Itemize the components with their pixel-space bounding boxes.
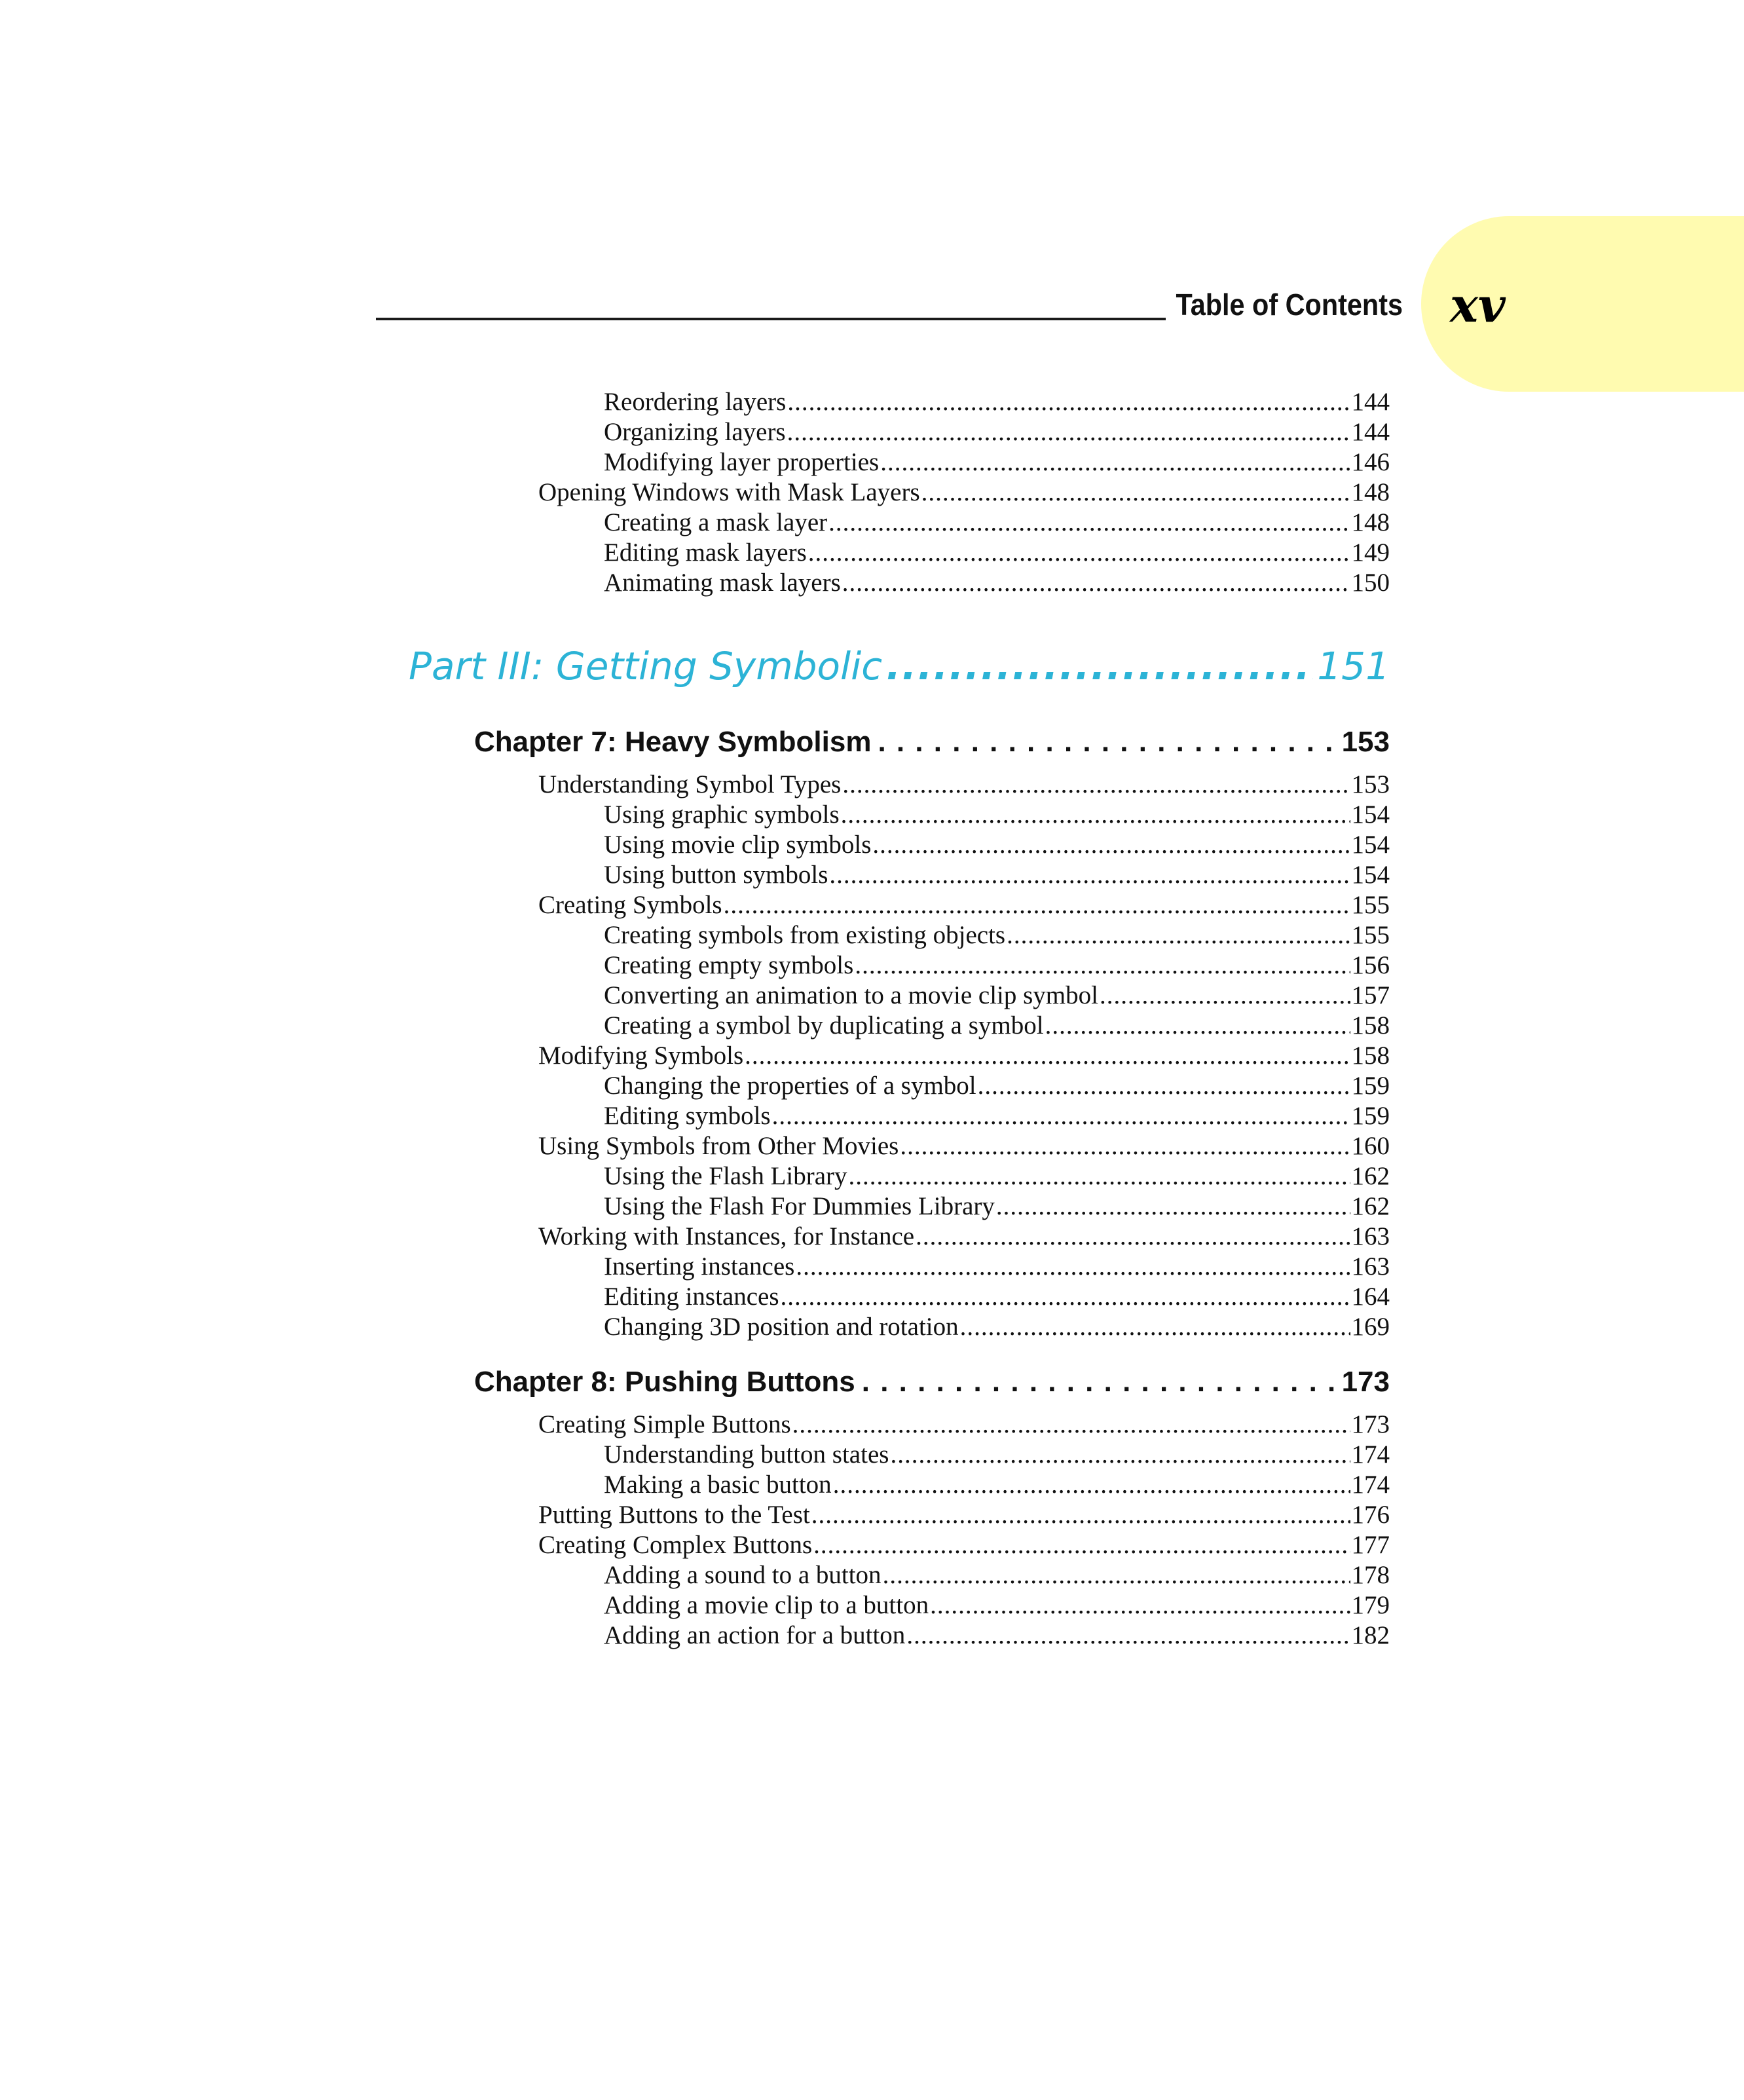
toc-entry[interactable] [538, 1222, 1390, 1252]
header-rule [376, 318, 1166, 320]
toc-entry-page: 162 [1351, 1162, 1390, 1190]
toc-entry[interactable] [604, 950, 1390, 981]
toc-entry[interactable] [604, 1590, 1390, 1621]
toc-entry[interactable] [604, 1191, 1390, 1222]
toc-entry[interactable] [604, 860, 1390, 890]
toc-entry-page: 163 [1351, 1222, 1390, 1250]
toc-entry-title: Adding a sound to a button [604, 1561, 881, 1589]
toc-entry-title: Making a basic button [604, 1471, 832, 1499]
running-header-title: Table of Contents [1176, 288, 1403, 322]
toc-entry[interactable] [604, 1071, 1390, 1101]
toc-entry-title: Creating Complex Buttons [538, 1531, 813, 1559]
toc-entry-page: 182 [1351, 1621, 1390, 1649]
toc-entry-page: 159 [1351, 1072, 1390, 1100]
toc-entry-title: Using graphic symbols [604, 800, 840, 829]
toc-entry-page: 155 [1351, 891, 1390, 919]
toc-entry[interactable] [604, 387, 1390, 417]
toc-entry-title: Animating mask layers [604, 569, 841, 597]
toc-entry-page: 179 [1351, 1591, 1390, 1619]
toc-entry-title: Using the Flash For Dummies Library [604, 1192, 995, 1220]
toc-entry[interactable] [538, 1500, 1390, 1530]
toc-entry-title: Using button symbols [604, 861, 828, 889]
toc-entry-title: Creating a mask layer [604, 508, 828, 536]
toc-entry-page: 148 [1351, 508, 1390, 536]
toc-entry-title: Modifying layer properties [604, 448, 880, 476]
toc-entry-title: Adding an action for a button [604, 1621, 906, 1649]
toc-entry[interactable] [604, 1252, 1390, 1282]
toc-entry[interactable] [604, 538, 1390, 568]
toc-entry-title: Using movie clip symbols [604, 831, 872, 859]
toc-entry-page: 146 [1351, 448, 1390, 476]
toc-entry-title: Using Symbols from Other Movies [538, 1132, 899, 1160]
toc-entry[interactable] [538, 1131, 1390, 1161]
part-page: 151 [1317, 644, 1390, 688]
toc-entry-page: 155 [1351, 921, 1390, 949]
toc-entry-title: Editing instances [604, 1283, 779, 1311]
toc-entry-page: 159 [1351, 1102, 1390, 1130]
toc-entry-page: 144 [1351, 418, 1390, 446]
chapter-heading[interactable] [474, 1362, 1390, 1402]
toc-entry[interactable] [538, 770, 1390, 800]
toc-entry-page: 144 [1351, 388, 1390, 416]
toc-entry-page: 154 [1351, 831, 1390, 859]
toc-entry[interactable] [604, 1440, 1390, 1470]
toc-entry-page: 149 [1351, 538, 1390, 567]
toc-entry-page: 148 [1351, 478, 1390, 506]
toc-entry-title: Inserting instances [604, 1252, 795, 1281]
toc-entry-title: Modifying Symbols [538, 1041, 744, 1070]
toc-entry-title: Understanding button states [604, 1440, 889, 1469]
chapter-page: 153 [1341, 726, 1390, 758]
toc-entry[interactable] [604, 830, 1390, 860]
toc-entry-title: Editing mask layers [604, 538, 807, 567]
toc-entry-page: 174 [1351, 1471, 1390, 1499]
toc-entry-page: 154 [1351, 800, 1390, 829]
toc-entry[interactable] [604, 800, 1390, 830]
toc-entry[interactable] [604, 568, 1390, 598]
toc-entry[interactable] [538, 1530, 1390, 1560]
toc-entry-title: Creating Simple Buttons [538, 1410, 791, 1438]
chapter-page: 173 [1341, 1366, 1390, 1398]
toc-entry-page: 178 [1351, 1561, 1390, 1589]
toc-entry-page: 150 [1351, 569, 1390, 597]
toc-entry-page: 164 [1351, 1283, 1390, 1311]
toc-entry[interactable] [604, 447, 1390, 478]
toc-entry-page: 177 [1351, 1531, 1390, 1559]
chapter-heading[interactable] [474, 722, 1390, 762]
toc-entry[interactable] [538, 1410, 1390, 1440]
toc-entry[interactable] [604, 1282, 1390, 1312]
toc-entry-title: Creating symbols from existing objects [604, 921, 1006, 949]
toc-entry-page: 173 [1351, 1410, 1390, 1438]
part-title: Part III: Getting Symbolic [409, 644, 883, 688]
toc-entry-page: 156 [1351, 951, 1390, 979]
toc-entry-page: 169 [1351, 1313, 1390, 1341]
toc-entry-title: Converting an animation to a movie clip symbol [604, 981, 1098, 1009]
toc-entry-page: 163 [1351, 1252, 1390, 1281]
toc-entry-title: Changing 3D position and rotation [604, 1313, 959, 1341]
toc-entry-title: Organizing layers [604, 418, 786, 446]
toc-entry-title: Opening Windows with Mask Layers [538, 478, 920, 506]
toc-entry[interactable] [538, 1041, 1390, 1071]
toc-entry-title: Creating a symbol by duplicating a symbol [604, 1011, 1044, 1040]
toc-entry-page: 153 [1351, 770, 1390, 798]
page-number: xv [1450, 277, 1506, 333]
toc-entry[interactable] [604, 1161, 1390, 1191]
toc-entry-page: 157 [1351, 981, 1390, 1009]
toc-entry-title: Understanding Symbol Types [538, 770, 842, 798]
toc-entry-page: 160 [1351, 1132, 1390, 1160]
toc-entry-title: Putting Buttons to the Test [538, 1501, 810, 1529]
toc-entry-title: Creating Symbols [538, 891, 722, 919]
toc-entry-title: Using the Flash Library [604, 1162, 847, 1190]
toc-entry-title: Adding a movie clip to a button [604, 1591, 929, 1619]
toc-entry[interactable] [604, 981, 1390, 1011]
part-heading[interactable] [409, 639, 1390, 694]
toc-entry-page: 174 [1351, 1440, 1390, 1469]
toc-entry[interactable] [604, 1470, 1390, 1500]
toc-entry[interactable] [604, 417, 1390, 447]
toc-entry[interactable] [604, 1101, 1390, 1131]
toc-entry[interactable] [538, 890, 1390, 920]
toc-entry[interactable] [604, 508, 1390, 538]
toc-entry-page: 158 [1351, 1011, 1390, 1040]
toc-entry-title: Reordering layers [604, 388, 787, 416]
toc-entry[interactable] [604, 1011, 1390, 1041]
toc-entry-page: 154 [1351, 861, 1390, 889]
toc-entry[interactable] [604, 1621, 1390, 1651]
chapter-title: Chapter 8: Pushing Buttons [474, 1366, 855, 1398]
toc-entry-title: Changing the properties of a symbol [604, 1072, 976, 1100]
toc-entry-title: Creating empty symbols [604, 951, 854, 979]
toc-entry[interactable] [604, 1312, 1390, 1342]
toc-entry-title: Editing symbols [604, 1102, 771, 1130]
toc-entry-page: 162 [1351, 1192, 1390, 1220]
toc-entry-title: Working with Instances, for Instance [538, 1222, 915, 1250]
toc-entry[interactable] [604, 920, 1390, 950]
chapter-title: Chapter 7: Heavy Symbolism [474, 726, 872, 758]
toc-entry[interactable] [604, 1560, 1390, 1590]
toc-entry-page: 176 [1351, 1501, 1390, 1529]
toc-entry-page: 158 [1351, 1041, 1390, 1070]
toc-entry[interactable] [538, 478, 1390, 508]
